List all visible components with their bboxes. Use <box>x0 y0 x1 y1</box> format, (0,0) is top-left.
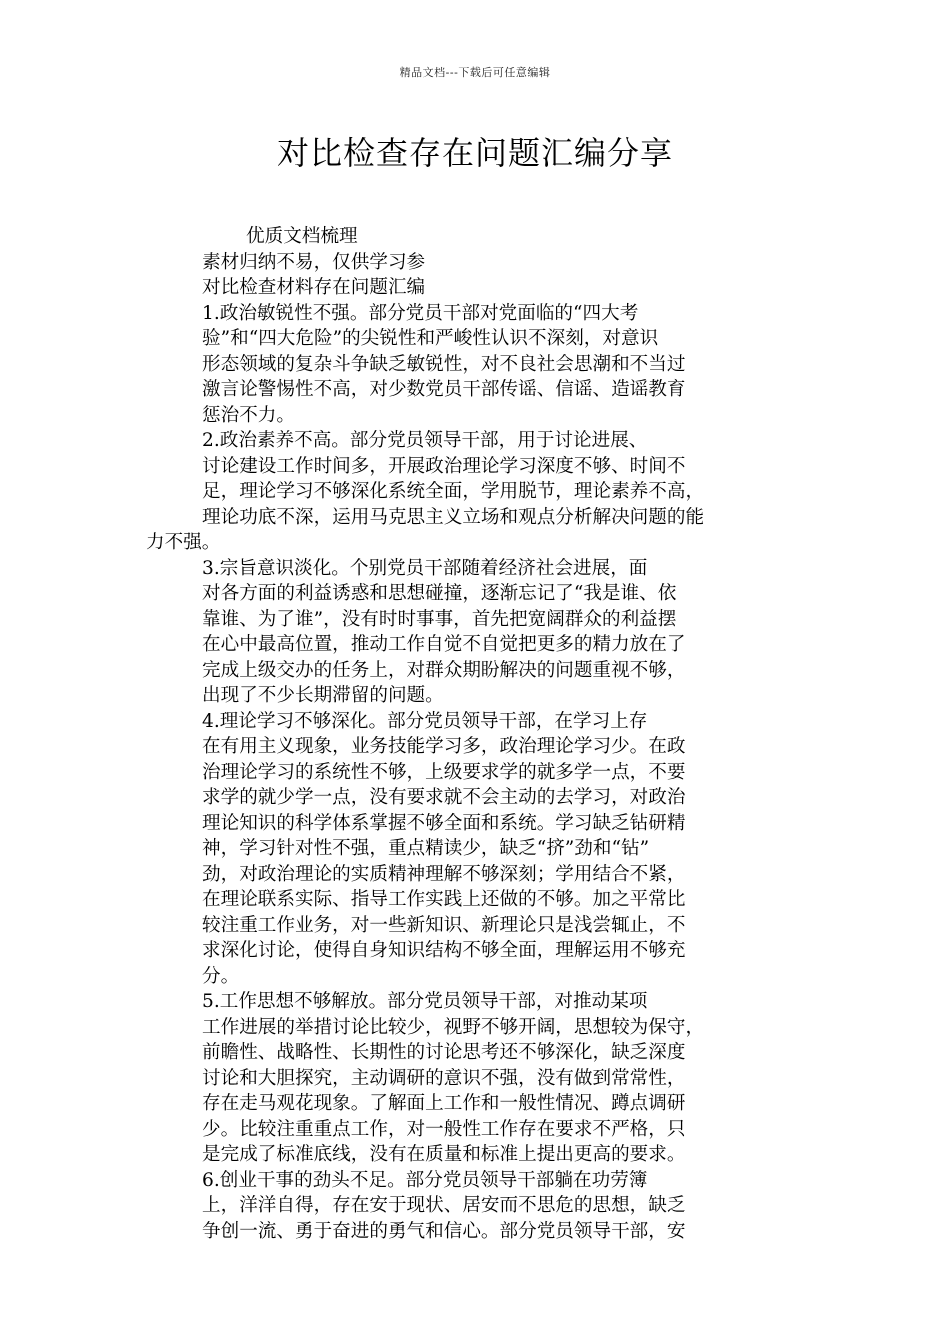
body-line: 激言论警惕性不高，对少数党员干部传谣、信谣、造谣教育 <box>202 379 686 400</box>
body-line: 讨论和大胆探究，主动调研的意识不强，没有做到常常性， <box>202 1067 686 1089</box>
body-line: 验”和“四大危险”的尖锐性和严峻性认识不深刻，对意识 <box>202 328 659 349</box>
body-line: 1.政治敏锐性不强。部分党员干部对党面临的“四大考 <box>202 302 639 324</box>
body-line: 上，洋洋自得，存在安于现状、居安而不思危的思想，缺乏 <box>202 1195 686 1216</box>
body-line: 理论知识的科学体系掌握不够全面和系统。学习缺乏钻研精 <box>202 812 686 834</box>
body-line: 形态领域的复杂斗争缺乏敏锐性，对不良社会思潮和不当过 <box>202 353 686 375</box>
body-line: 分。 <box>202 965 240 987</box>
document-title: 对比检查存在问题汇编分享 <box>276 134 673 172</box>
body-line: 靠谁、为了谁”，没有时时事事，首先把宽阔群众的利益摆 <box>202 608 677 630</box>
body-line: 完成上级交办的任务上，对群众期盼解决的问题重视不够， <box>202 659 686 681</box>
body-line: 在有用主义现象，业务技能学习多，政治理论学习少。在政 <box>202 736 686 757</box>
body-line: 6.创业干事的劲头不足。部分党员领导干部躺在功劳簿 <box>202 1169 648 1191</box>
body-line: 劲，对政治理论的实质精神理解不够深刻；学用结合不紧， <box>202 863 686 885</box>
body-line: 对比检查材料存在问题汇编 <box>202 277 426 298</box>
body-line: 理论功底不深，运用马克思主义立场和观点分析解决问题的能 <box>202 506 705 528</box>
body-line: 前瞻性、战略性、长期性的讨论思考还不够深化，缺乏深度 <box>202 1042 686 1063</box>
body-line: 2.政治素养不高。部分党员领导干部，用于讨论进展、 <box>202 430 648 451</box>
body-line: 素材归纳不易，仅供学习参 <box>202 251 426 273</box>
body-line: 较注重工作业务，对一些新知识、新理论只是浅尝辄止，不 <box>202 914 686 936</box>
body-line: 争创一流、勇于奋进的勇气和信心。部分党员领导干部，安 <box>202 1220 686 1242</box>
body-line: 在心中最高位置，推动工作自觉不自觉把更多的精力放在了 <box>202 634 686 655</box>
body-line: 足，理论学习不够深化系统全面，学用脱节，理论素养不高， <box>202 481 705 502</box>
body-line: 在理论联系实际、指导工作实践上还做的不够。加之平常比 <box>202 889 686 910</box>
page-header-note: 精品文档---下载后可任意编辑 <box>399 66 551 79</box>
body-line: 3.宗旨意识淡化。个别党员干部随着经济社会进展，面 <box>202 557 648 579</box>
body-line: 求深化讨论，使得自身知识结构不够全面，理解运用不够充 <box>202 940 686 961</box>
body-line: 讨论建设工作时间多，开展政治理论学习深度不够、时间不 <box>202 455 686 477</box>
body-line: 工作进展的举措讨论比较少，视野不够开阔，思想较为保守， <box>202 1016 705 1038</box>
document-body <box>146 224 826 1244</box>
body-line: 神，学习针对性不强，重点精读少，缺乏“挤”劲和“钻” <box>202 838 650 859</box>
body-line: 求学的就少学一点，没有要求就不会主动的去学习，对政治 <box>202 787 686 808</box>
body-line: 治理论学习的系统性不够，上级要求学的就多学一点，不要 <box>202 761 686 783</box>
body-line: 出现了不少长期滞留的问题。 <box>202 685 444 706</box>
body-line: 少。比较注重重点工作，对一般性工作存在要求不严格，只 <box>202 1118 686 1140</box>
body-line: 存在走马观花现象。了解面上工作和一般性情况、蹲点调研 <box>202 1093 686 1114</box>
body-line: 是完成了标准底线，没有在质量和标准上提出更高的要求。 <box>202 1144 686 1165</box>
body-line: 优质文档梳理 <box>246 226 358 247</box>
body-line: 惩治不力。 <box>202 404 295 426</box>
body-line: 力不强。 <box>146 532 221 553</box>
body-line: 对各方面的利益诱惑和思想碰撞，逐渐忘记了“我是谁、依 <box>202 583 677 604</box>
body-line: 4.理论学习不够深化。部分党员领导干部，在学习上存 <box>202 710 648 732</box>
body-line: 5.工作思想不够解放。部分党员领导干部，对推动某项 <box>202 991 648 1012</box>
